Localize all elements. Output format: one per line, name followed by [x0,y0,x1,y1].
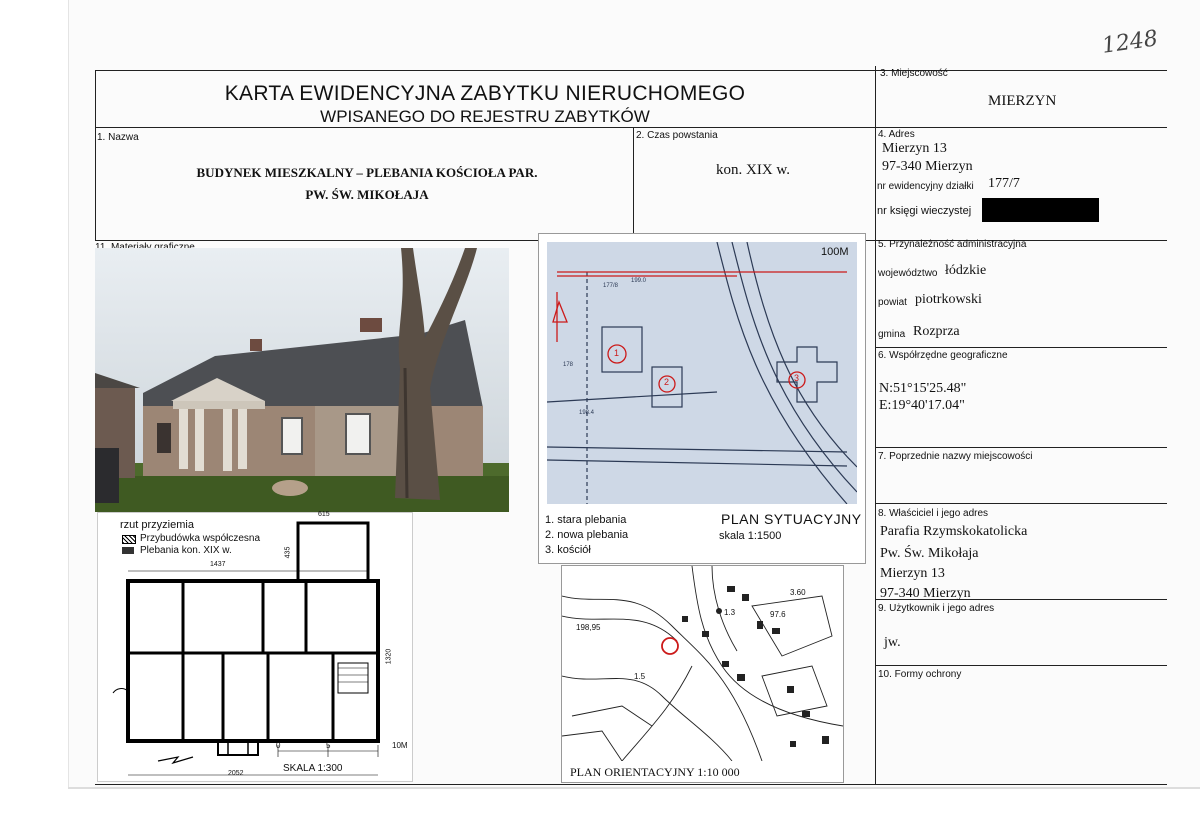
field-label-ksiega: nr księgi wieczystej [877,205,972,217]
situation-legend-1: 1. stara plebania [545,514,627,526]
card-subtitle: WPISANEGO DO REJESTRU ZABYTKÓW [320,107,650,126]
scale-10: 10M [392,741,408,750]
field-value-wlasciciel-line1: Parafia Rzymskokatolicka [880,524,1028,539]
map-label: 178 [563,362,574,368]
field-label-formy: 10. Formy ochrony [878,669,962,680]
situation-legend-2: 2. nowa plebania [545,529,629,541]
field-value-gmina: Rozprza [913,324,960,339]
redacted-block [982,198,1099,222]
field-value-uzytkownik: jw. [884,635,901,650]
map-marker-label: 1 [614,348,620,358]
field-label-adres: 4. Adres [878,129,915,140]
field-value-dzialka: 177/7 [988,176,1020,191]
map-marker-label: 2 [664,377,670,387]
field-label-przynaleznosc: 5. Przynależność administracyjna [878,239,1027,250]
grid-line [95,70,1167,71]
grid-line [875,665,1167,666]
scale-label: SKALA 1:300 [283,763,343,774]
field-value-wlasciciel-line2: Pw. Św. Mikołaja [880,546,979,561]
orient-label: 1.5 [634,672,646,681]
grid-line [95,70,96,240]
map-label: 198.4 [579,410,595,416]
dim-bottom: 2052 [228,770,244,777]
field-value-wojewodztwo: łódzkie [945,263,987,278]
situation-plan [538,233,866,564]
situation-plan-scale: skala 1:1500 [719,530,782,542]
orient-label: 198,95 [576,623,601,632]
legend-old-label: Plebania kon. XIX w. [140,545,232,556]
grid-line [875,503,1167,504]
grid-line [95,784,1167,785]
dim-width: 1437 [210,561,226,568]
field-value-miejscowosc: MIERZYN [988,93,1057,109]
situation-map [547,242,857,504]
field-value-nazwa-line1: BUDYNEK MIESZKALNY – PLEBANIA KOŚCIOŁA PAR. [196,165,538,180]
field-label-nazwa: 1. Nazwa [97,132,139,143]
situation-legend-3: 3. kościół [545,544,591,556]
field-label-czas: 2. Czas powstania [636,130,718,141]
field-value-longitude: E:19°40'17.04" [879,398,965,413]
grid-line [875,447,1167,448]
field-label-dzialka: nr ewidencyjny działki [877,181,974,192]
grid-line [875,66,876,784]
field-label-wspolrzedne: 6. Współrzędne geograficzne [878,350,1008,361]
scale-0: 0 [276,741,281,750]
dim-small: 435 [284,546,292,559]
floor-plan [97,512,413,782]
map-marker-label: 3 [794,373,800,383]
building-photo [95,248,509,512]
dim-top: 615 [318,511,330,518]
field-label-wlasciciel: 8. Właściciel i jego adres [878,508,989,519]
handwritten-number: 1248 [1100,26,1160,59]
floor-plan-title: rzut przyziemia [120,519,194,531]
grid-line [875,347,1167,348]
field-value-czas: kon. XIX w. [716,162,791,178]
dim-side: 1320 [385,648,393,665]
orientation-plan-title: PLAN ORIENTACYJNY 1:10 000 [570,765,740,779]
field-value-wlasciciel-line4: 97-340 Mierzyn [880,586,971,601]
field-value-nazwa-line2: PW. ŚW. MIKOŁAJA [305,187,429,202]
orient-label: 1.3 [724,608,736,617]
field-value-powiat: piotrkowski [915,292,982,307]
legend-modern-label: Przybudówka współczesna [140,533,261,544]
floor-plan-drawing [98,513,412,781]
card-title: KARTA EWIDENCYJNA ZABYTKU NIERUCHOMEGO [224,82,746,105]
field-label-miejscowosc: 3. Miejscowość [880,68,948,79]
grid-line [95,127,1167,128]
situation-scale-bar: 100M [821,246,849,258]
field-value-latitude: N:51°15'25.48" [879,381,967,396]
field-label-uzytkownik: 9. Użytkownik i jego adres [878,603,995,614]
field-value-adres-line2: 97-340 Mierzyn [882,159,973,174]
situation-plan-title: PLAN SYTUACYJNY [721,511,862,527]
orient-label: 97.6 [770,610,786,619]
field-label-wojewodztwo: województwo [878,268,938,279]
field-label-poprzednie: 7. Poprzednie nazwy miejscowości [878,451,1033,462]
map-label: 199.0 [631,278,647,284]
orient-label: 3.60 [790,588,806,597]
field-label-powiat: powiat [878,297,907,308]
grid-line [633,127,634,240]
field-value-wlasciciel-line3: Mierzyn 13 [880,566,945,581]
field-value-adres-line1: Mierzyn 13 [882,141,947,156]
map-label: 177/8 [603,283,619,289]
orientation-plan [561,565,844,783]
scale-5: 5 [326,741,331,750]
field-label-gmina: gmina [878,329,906,340]
